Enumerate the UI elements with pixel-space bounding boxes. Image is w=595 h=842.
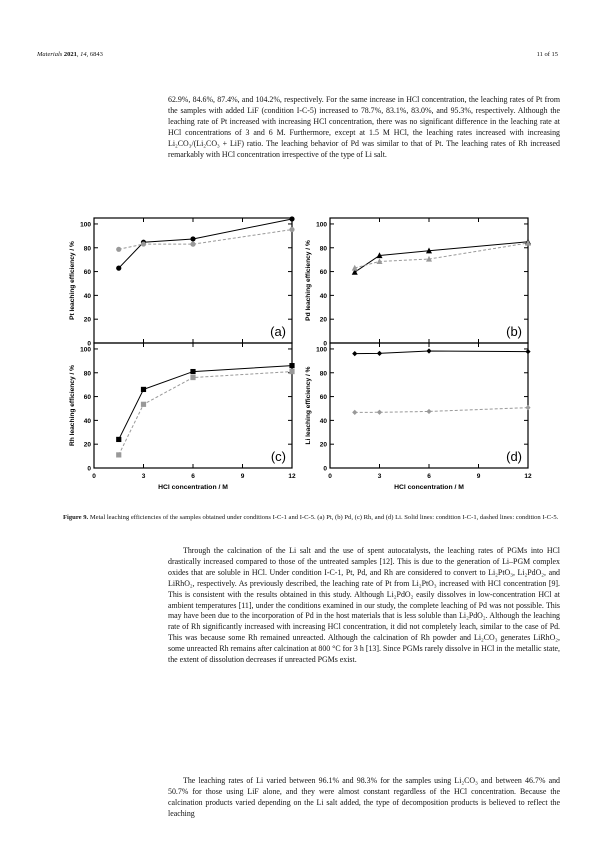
data-point xyxy=(116,266,121,271)
panel-b xyxy=(305,218,531,348)
data-point xyxy=(116,452,121,457)
x-axis-label: HCl concentration / M xyxy=(158,484,228,491)
x-tick-label: 12 xyxy=(524,473,532,480)
y-tick-label: 100 xyxy=(80,221,91,229)
caption-text: Metal leaching efficiencies of the samples obtained under conditions I-C-1 and I-C-5. (a) Pt, (b) Pd, (c) Rh, and (d) Li. Solid lines: condition I-C-1, dashed lines: condition I-C-5. xyxy=(89,514,559,521)
paragraph-2 xyxy=(168,546,560,666)
y-tick-label: 80 xyxy=(319,370,327,378)
y-tick-label: 80 xyxy=(83,245,91,253)
data-point xyxy=(289,227,294,232)
x-tick-label: 3 xyxy=(141,473,146,480)
panel-d xyxy=(305,340,532,491)
data-point xyxy=(141,402,146,407)
y-tick-label: 0 xyxy=(87,340,91,348)
data-point xyxy=(426,409,431,414)
y-tick-label: 80 xyxy=(319,245,327,253)
x-tick-label: 0 xyxy=(92,473,96,480)
data-point xyxy=(116,247,121,252)
series-I-C-1 xyxy=(352,348,530,356)
caption-label: Figure 9. xyxy=(63,514,89,521)
panel-frame xyxy=(330,343,528,468)
data-point xyxy=(289,216,294,221)
x-axis-label: HCl concentration / M xyxy=(394,484,464,491)
panel-label: (d) xyxy=(506,449,522,464)
data-point xyxy=(352,351,357,356)
y-tick-label: 60 xyxy=(83,269,91,277)
data-point xyxy=(426,348,431,353)
y-axis-label: Pt leaching efficiency / % xyxy=(69,241,76,320)
data-point xyxy=(377,351,382,356)
y-tick-label: 40 xyxy=(83,292,91,300)
y-tick-label: 40 xyxy=(83,417,91,425)
data-point xyxy=(377,410,382,415)
y-tick-label: 20 xyxy=(319,441,327,449)
data-point xyxy=(141,241,146,246)
y-axis-label: Li leaching efficiency / % xyxy=(305,366,312,445)
data-point xyxy=(190,242,195,247)
data-point xyxy=(190,369,195,374)
y-tick-label: 20 xyxy=(319,316,327,324)
x-tick-label: 6 xyxy=(427,473,431,480)
x-tick-label: 9 xyxy=(240,473,245,480)
x-tick-label: 3 xyxy=(377,473,382,480)
paragraph-1: 62.9%, 84.6%, 87.4%, and 104.2%, respectively. For the same increase in HCl concentration, the leaching rates of Pt from the samples with added LiF (condition I-C-5) increased to 78.7%, 83.1%, 83.0%, and 95.3%, respectively. Although the leaching rate of Pt increased with increasing HCl concentration, there was no significant difference in the leaching rate at HCl concentrations of 3 and 6 M. Furthermore, except at 1.5 M HCl, the leaching rates increased with increasing Li₂CO₃/(Li₂CO₃ + LiF) ratio. The leaching behavior of Pd was similar to that of Pt. The leaching rates of Rh increased remarkably with HCl concentration irrespective of the type of Li salt. xyxy=(168,95,560,159)
y-tick-label: 0 xyxy=(323,465,327,473)
y-tick-label: 60 xyxy=(319,394,327,402)
y-tick-label: 80 xyxy=(83,370,91,378)
y-tick-label: 60 xyxy=(83,394,91,402)
y-tick-label: 40 xyxy=(319,417,327,425)
series-line xyxy=(119,372,292,455)
x-tick-label: 12 xyxy=(288,473,296,480)
y-tick-label: 0 xyxy=(323,340,327,348)
panel-a xyxy=(69,216,295,347)
y-tick-label: 20 xyxy=(83,316,91,324)
y-axis-label: Rh leaching efficiency / % xyxy=(69,365,76,446)
series-I-C-5 xyxy=(116,369,294,458)
x-tick-label: 6 xyxy=(191,473,195,480)
data-point xyxy=(525,349,530,354)
panel-label: (c) xyxy=(270,449,286,464)
y-tick-label: 100 xyxy=(316,346,327,354)
y-tick-label: 60 xyxy=(319,269,327,277)
x-tick-label: 0 xyxy=(328,473,332,480)
paragraph-3 xyxy=(168,776,560,820)
y-tick-label: 0 xyxy=(87,465,91,473)
data-point xyxy=(289,369,294,374)
panel-label: (b) xyxy=(506,324,522,339)
running-header-journal: Materials 2021, 14, 6843 xyxy=(37,51,103,58)
journal-year: 2021 xyxy=(63,51,77,58)
article-number: 6843 xyxy=(89,51,103,58)
paragraph-2-text: Through the calcination of the Li salt and the use of spent autocatalysts, the leaching rates of PGMs into HCl drastically increased compared to those of the untreated samples [12]. This is due to the generation of Li–PGM complex oxides that are soluble in HCl. Under condition I-C-1, Pt, Pd, and Rh are considered to convert to Li₂PtO₃, Li₂PdO₂, and LiRhO₂, respectively. As previously described, the leaching rate of Pt from Li₂PtO₃ increased with HCl concentration [9]. This is consistent with the results obtained in this study. Although Li₂PdO₂ easily dissolves in low-concentration HCl at ambient temperatures [11], under the conditions examined in our study, the complete leaching of Pd was not possible. This may have been due to the incorporation of Pd in the host materials that is less soluble than Li₂PdO₂. Although the leaching rate of Rh significantly increased with increasing HCl concentration, it did not completely leach, similar to the case of Pd. This was because some Rh remained unreacted. Although the calcination of Rh powder and Li₂CO₃ generates LiRhO₂, some unreacted Rh remains after calcination at 800 °C for 3 h [13]. Since PGMs rarely dissolve in HCl in the metallic state, the extent of dissolution decreases if unreacted PGMs exist. xyxy=(168,546,560,665)
data-point xyxy=(190,236,195,241)
data-point xyxy=(525,405,530,410)
figure-caption xyxy=(63,513,560,523)
paragraph-3-text: The leaching rates of Li varied between 96.1% and 98.3% for the samples using Li₂CO₃ and between 46.7% and 50.7% for those using LiF alone, and they were almost constant regardless of the HCl concentration. Because the calcination products varied depending on the Li salt added, the type of decomposition products is believed to reflect the leaching xyxy=(168,776,560,818)
page-number: 11 of 15 xyxy=(536,51,558,58)
x-tick-label: 9 xyxy=(476,473,481,480)
series-I-C-5 xyxy=(352,405,530,415)
panel-c xyxy=(69,340,296,491)
data-point xyxy=(116,437,121,442)
data-point xyxy=(289,363,294,368)
y-tick-label: 100 xyxy=(80,346,91,354)
data-point xyxy=(352,410,357,415)
y-tick-label: 100 xyxy=(316,221,327,229)
journal-name: Materials xyxy=(37,51,63,58)
figure-9 xyxy=(58,208,538,508)
journal-volume: 14 xyxy=(80,51,87,58)
y-tick-label: 20 xyxy=(83,441,91,449)
panel-label: (a) xyxy=(270,324,286,339)
data-point xyxy=(190,375,195,380)
y-tick-label: 40 xyxy=(319,292,327,300)
panel-frame xyxy=(94,343,292,468)
data-point xyxy=(141,387,146,392)
series-I-C-5 xyxy=(116,227,294,252)
panel-frame xyxy=(330,218,528,343)
y-axis-label: Pd leaching efficiency / % xyxy=(305,240,312,321)
